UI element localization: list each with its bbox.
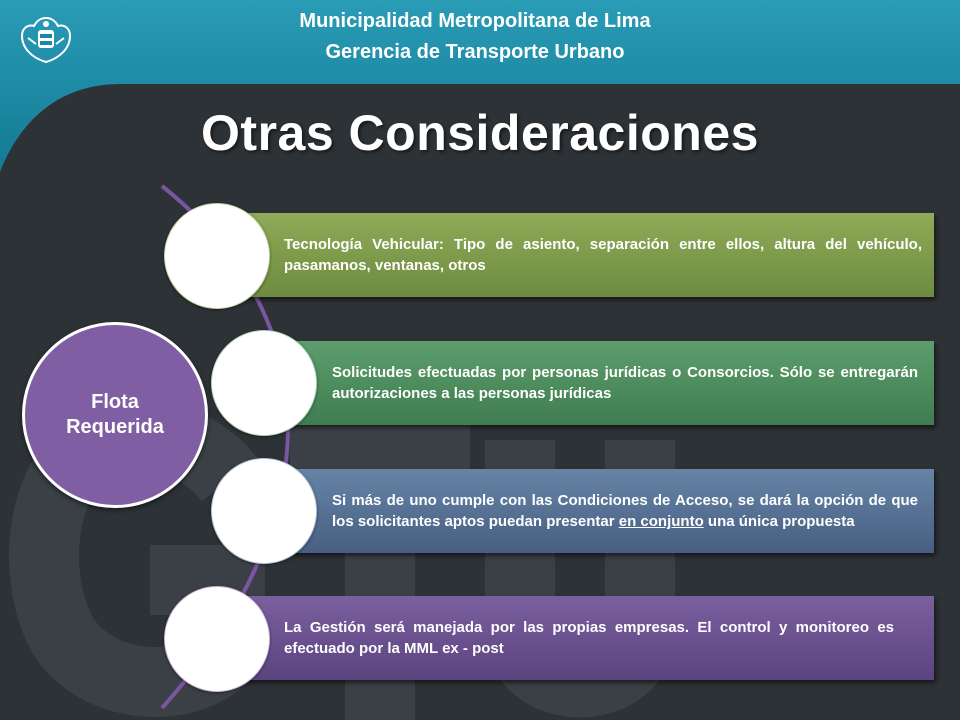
- item-2-text: Solicitudes efectuadas por personas jurídicas o Consorcios. Sólo se entregarán autorizaciones a las personas jurídicas: [332, 364, 918, 402]
- item-3-bullet-circle: [211, 458, 317, 564]
- hub-circle: [22, 322, 208, 508]
- item-3-underlined: en conjunto: [618, 513, 704, 530]
- consideration-item-4: [216, 596, 934, 680]
- item-3-text-after: una única propuesta: [703, 513, 855, 530]
- item-3-text: [332, 490, 918, 532]
- item-1-text: Tecnología Vehicular: Tipo de asiento, separación entre ellos, altura del vehículo, pasamanos, ventanas, otros: [284, 236, 922, 274]
- item-4-bullet-circle: [164, 586, 270, 692]
- consideration-item-1: [216, 213, 934, 297]
- header-line-1: Municipalidad Metropolitana de Lima: [299, 10, 651, 32]
- item-1-bullet-circle: [164, 203, 270, 309]
- hub-label: Flota Requerida: [66, 391, 164, 438]
- header-line-2: Gerencia de Transporte Urbano: [325, 41, 625, 63]
- consideration-item-2: [262, 341, 934, 425]
- item-2-bullet-circle: [211, 330, 317, 436]
- item-3-text-before: Si más de uno cumple con las Condiciones de Acceso, se dará la opción de que los solicitantes aptos puedan presentar: [332, 492, 918, 530]
- item-4-text: La Gestión será manejada por las propias empresas. El control y monitoreo es efectuado por la MML ex - post: [284, 619, 894, 657]
- consideration-item-3: [262, 469, 934, 553]
- page-title: Otras Consideraciones: [201, 105, 759, 161]
